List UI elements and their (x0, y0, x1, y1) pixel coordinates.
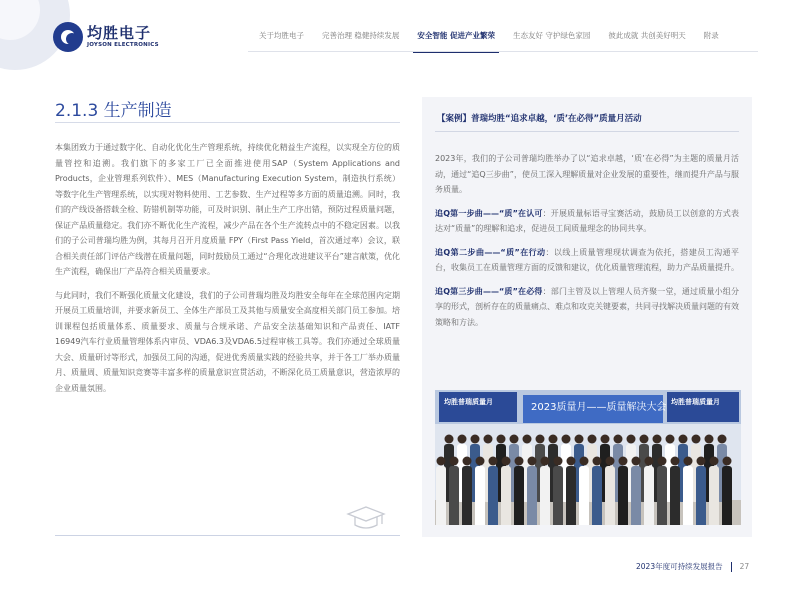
person-body (488, 466, 498, 525)
person-body (501, 466, 511, 525)
banner-main-text: 2023质量月——质量解决大会 (531, 402, 667, 413)
case-step-text: ：部门主管及以上管理人员齐聚一堂，通过质量小组分享的形式，剖析存在的质量痛点、难点和攻克关键要素，共同寻找解决质量问题的有效策略和方法。 (435, 286, 739, 327)
person-head (601, 435, 610, 444)
nav-item-safety[interactable]: 安全智能 促进产业繁荣 (408, 30, 504, 41)
left-column (55, 140, 400, 404)
person-head (627, 435, 636, 444)
person-head (450, 457, 459, 466)
case-step-label: 追Q第一步曲——“质”在认可 (435, 208, 543, 218)
case-step-text: ：开展质量标语寻宝赛活动，鼓励员工以创意的方式表达对“质量”的理解和追求，促进员工间质量理念的协同共享。 (435, 208, 739, 233)
banner-left-text: 均胜普瑞质量月 (444, 398, 493, 406)
person-head (476, 457, 485, 466)
person-head (671, 457, 680, 466)
person-body (527, 466, 537, 525)
footer-separator (731, 562, 732, 572)
person-head (697, 457, 706, 466)
person-head (567, 457, 576, 466)
banner-right-text: 均胜普瑞质量月 (671, 398, 720, 406)
person-head (632, 457, 641, 466)
person-head (471, 435, 480, 444)
case-step-text: ：以线上质量管理现状调查为依托，搭建员工沟通平台，收集员工在质量管理方面的反馈和建议，优化质量管理流程，助力产品质量提升。 (435, 247, 739, 272)
group-photo (435, 390, 741, 525)
person-body (436, 466, 446, 525)
person-head (658, 457, 667, 466)
person-body (709, 466, 719, 525)
person-head (562, 435, 571, 444)
person-head (580, 457, 589, 466)
person-head (705, 435, 714, 444)
graduation-cap-icon (346, 504, 386, 532)
person-head (549, 435, 558, 444)
person-body (566, 466, 576, 525)
logo-mark-icon (53, 22, 83, 52)
person-head (614, 435, 623, 444)
person-head (619, 457, 628, 466)
person-head (718, 435, 727, 444)
person-head (515, 457, 524, 466)
person-body (618, 466, 628, 525)
person-body (696, 466, 706, 525)
body-paragraph: 与此同时，我们不断强化质量文化建设，我们的子公司普瑞均胜及均胜安全每年在全球范围内定期开展员工质量培训，并要求新员工、全体生产部员工及其他与质量安全高度相关部门员工参加。培训课程包括质量体系、质量要求、质量与合规承诺、产品安全法基础知识和产品责任、IATF 16949汽车行业质量管理体系内审员、VDA6.3及VDA6.5过程审核工具等。我们亦通过全球质量大会、质量研讨等形式，加强员工间的沟通，促进优秀质量实践的经验共享，并于各工厂举办质量月、质量周、质量知识竞赛等丰富多样的质量意识宣贯活动，不断深化员工质量意识，营造浓厚的企业质量氛围。 (55, 290, 400, 393)
person-body (475, 466, 485, 525)
person-head (502, 457, 511, 466)
person-head (645, 457, 654, 466)
person-body (462, 466, 472, 525)
person-body (553, 466, 563, 525)
nav-item-about[interactable]: 关于均胜电子 (259, 31, 304, 40)
person-head (640, 435, 649, 444)
case-divider (435, 131, 739, 132)
person-head (489, 457, 498, 466)
logo-name-en: JOYSON ELECTRONICS (87, 41, 159, 48)
person-head (463, 457, 472, 466)
person-head (666, 435, 675, 444)
nav-item-community[interactable]: 彼此成就 共创美好明天 (608, 31, 686, 40)
nav-item-governance[interactable]: 完善治理 稳健持续发展 (322, 31, 400, 40)
person-head (679, 435, 688, 444)
brand-logo (53, 22, 159, 52)
case-step-2 (435, 245, 739, 276)
person-body (657, 466, 667, 525)
person-head (541, 457, 550, 466)
person-head (606, 457, 615, 466)
nav-divider (248, 51, 758, 52)
nav-item-ecology[interactable]: 生态友好 守护绿色家园 (513, 31, 591, 40)
person-head (692, 435, 701, 444)
case-step-label: 追Q第二步曲——“质”在行动 (435, 247, 546, 257)
person-head (497, 435, 506, 444)
person-body (670, 466, 680, 525)
section-title: 2.1.3 生产制造 (55, 101, 172, 121)
person-body (514, 466, 524, 525)
person-head (723, 457, 732, 466)
person-body (722, 466, 732, 525)
person-head (445, 435, 454, 444)
person-body (683, 466, 693, 525)
person-body (592, 466, 602, 525)
person-body (605, 466, 615, 525)
person-head (684, 457, 693, 466)
group-photo-illustration (435, 390, 741, 525)
person-head (510, 435, 519, 444)
person-head (458, 435, 467, 444)
case-title: 【案例】普瑞均胜“追求卓越，‘质’在必得”质量月活动 (437, 114, 642, 124)
page-footer (636, 561, 749, 572)
logo-name-cn: 均胜电子 (87, 23, 152, 42)
person-head (554, 457, 563, 466)
case-body (435, 151, 739, 338)
person-head (588, 435, 597, 444)
bottom-divider (55, 535, 400, 536)
person-body (579, 466, 589, 525)
person-head (653, 435, 662, 444)
body-paragraph: 本集团致力于通过数字化、自动化优化生产管理系统，持续优化精益生产流程，以实现全方位的质量管控和追溯。我们旗下的多家工厂已全面推进使用SAP（System Applications and Products，企业管理系列软件）、MES（Manufacturing Execution System，制造执行系统）等数字化生产管理系统，以实现对物料使用、工艺参数、生产过程等多方面的质量追溯。同时，我们的产线设备搭载全检、防错机制等功能，可及时识别、制止生产工序出错，预防过程质量问题，保证产品质量稳定。我们亦不断优化生产流程，减少产品在各个生产流转点中的不稳定因素。以我们的子公司普瑞均胜为例，其每月召开月度质量 FPY（First Pass Yield，首次通过率）会议，联合相关责任部门评估产线潜在质量问题，同时鼓励员工通过“合理化改进建议平台”建言献策，优化生产流程，确保出厂产品符合相关质量要求。 (55, 143, 400, 276)
person-body (449, 466, 459, 525)
case-step-label: 追Q第三步曲——“质”在必得 (435, 286, 543, 296)
person-head (536, 435, 545, 444)
case-intro: 2023年，我们的子公司普瑞均胜举办了以“追求卓越，‘质’在必得”为主题的质量月活动，通过“追Q三步曲”，使员工深入理解质量对企业发展的重要性，继而提升产品与服务质量。 (435, 154, 739, 194)
case-step-3 (435, 284, 739, 331)
person-head (575, 435, 584, 444)
title-divider (55, 122, 400, 123)
person-body (644, 466, 654, 525)
person-head (437, 457, 446, 466)
person-head (484, 435, 493, 444)
person-head (710, 457, 719, 466)
top-nav (250, 30, 728, 41)
person-head (523, 435, 532, 444)
report-title: 2023年度可持续发展报告 (636, 562, 723, 571)
person-body (540, 466, 550, 525)
person-body (631, 466, 641, 525)
person-head (593, 457, 602, 466)
nav-item-appendix[interactable]: 附录 (703, 31, 719, 40)
case-step-1 (435, 206, 739, 237)
page-number: 27 (739, 562, 750, 571)
person-head (528, 457, 537, 466)
